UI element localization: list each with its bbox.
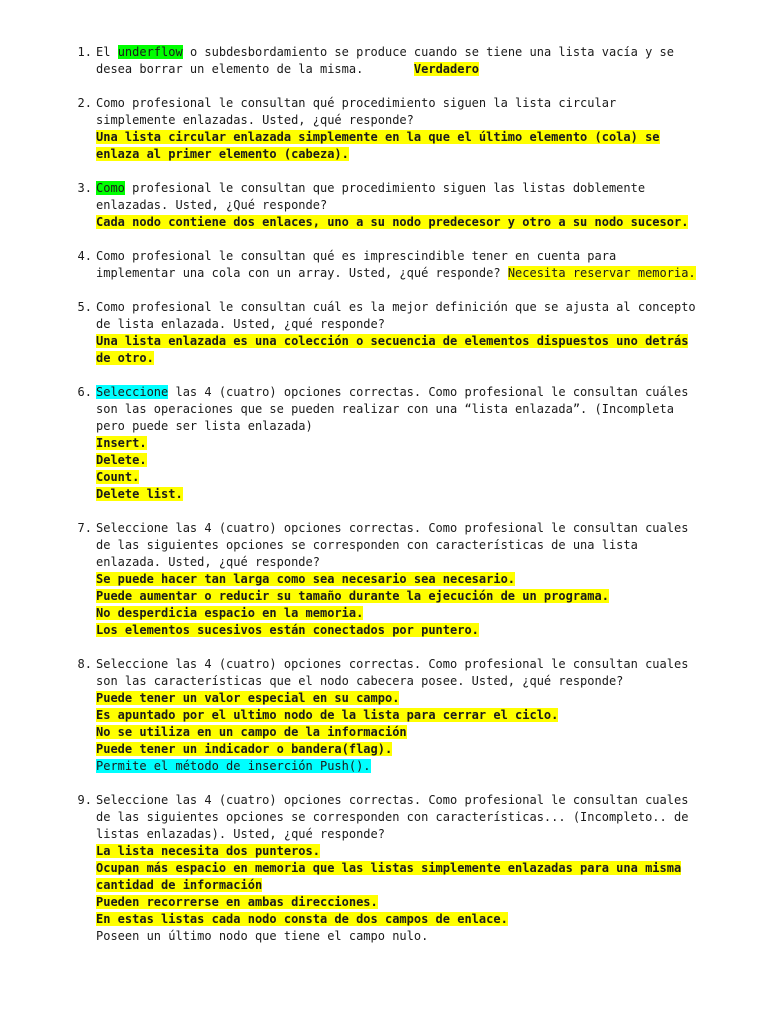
question-text: Seleccione las 4 (cuatro) opciones correctas. Como profesional le consultan cuáles [96,385,689,399]
answer-line [96,214,708,231]
question-6 [77,384,708,503]
question-text: Como profesional le consultan qué es imprescindible tener en cuenta para [96,249,617,263]
answer-highlight: Una lista circular enlazada simplemente en la que el último elemento (cola) se [96,130,660,144]
answer-highlight: Ocupan más espacio en memoria que las listas simplemente enlazadas para una misma [96,861,682,875]
answer-line [96,690,708,707]
answer-highlight: de otro. [96,351,154,365]
answer-line [96,724,708,741]
cyan-highlight: Seleccione [96,385,169,399]
question-number: 1. [77,45,92,59]
answer-line [96,622,708,639]
answer-highlight: La lista necesita dos punteros. [96,844,320,858]
question-text: desea borrar un elemento de la misma. Verdadero [96,62,479,76]
question-2 [77,95,708,163]
answer-line [96,877,708,894]
answer-highlight: No se utiliza en un campo de la información [96,725,407,739]
answer-line [96,707,708,724]
answer-line [96,741,708,758]
question-text: Seleccione las 4 (cuatro) opciones correctas. Como profesional le consultan cuales [96,657,689,671]
cyan-highlight: Permite el método de inserción Push(). [96,759,371,773]
answer-highlight: Se puede hacer tan larga como sea necesario sea necesario. [96,572,516,586]
question-text: simplemente enlazadas. Usted, ¿qué responde? [96,113,414,127]
question-text: listas enlazadas). Usted, ¿qué responde? [96,827,385,841]
answer-line [96,605,708,622]
question-number: 4. [77,249,92,263]
answer-highlight: Necesita reservar memoria. [507,266,696,280]
question-text: Como profesional le consultan cuál es la mejor definición que se ajusta al concepto [96,300,696,314]
question-text: Seleccione las 4 (cuatro) opciones correctas. Como profesional le consultan cuales [96,521,689,535]
question-text: Como profesional le consultan que procedimiento siguen las listas doblemente [96,181,646,195]
answer-line [96,333,708,350]
answer-highlight: Puede tener un indicador o bandera(flag). [96,742,393,756]
answer-line [96,435,708,452]
question-text: son las operaciones que se pueden realizar con una “lista enlazada”. (Incompleta [96,402,674,416]
question-3 [77,180,708,231]
question-7 [77,520,708,639]
answer-line [96,129,708,146]
question-number: 6. [77,385,92,399]
answer-line [96,146,708,163]
answer-line [96,350,708,367]
option-line [96,758,708,775]
question-text: implementar una cola con un array. Usted, ¿qué responde? Necesita reservar memoria. [96,266,696,280]
question-text: son las características que el nodo cabecera posee. Usted, ¿qué responde? [96,674,624,688]
question-text: de las siguientes opciones se corresponden con características... (Incompleto.. de [96,810,689,824]
answer-line [96,571,708,588]
question-text: enlazadas. Usted, ¿Qué responde? [96,198,328,212]
answer-highlight: Una lista enlazada es una colección o secuencia de elementos dispuestos uno detrás [96,334,689,348]
answer-line [96,843,708,860]
answer-highlight: Insert. [96,436,147,450]
green-highlight: Como [96,181,125,195]
question-text: de lista enlazada. Usted, ¿qué responde? [96,317,385,331]
question-9 [77,792,708,945]
answer-highlight: Cada nodo contiene dos enlaces, uno a su nodo predecesor y otro a su nodo sucesor. [96,215,689,229]
question-number: 7. [77,521,92,535]
question-text: enlazada. Usted, ¿qué responde? [96,555,320,569]
answer-highlight: En estas listas cada nodo consta de dos campos de enlace. [96,912,508,926]
answer-highlight: No desperdicia espacio en la memoria. [96,606,364,620]
question-number: 8. [77,657,92,671]
question-text: El underflow o subdesbordamiento se produce cuando se tiene una lista vacía y se [96,45,674,59]
question-number: 3. [77,181,92,195]
question-text: de las siguientes opciones se corresponden con características de una lista [96,538,638,552]
answer-line [96,894,708,911]
answer-highlight: Delete. [96,453,147,467]
answer-line [96,469,708,486]
answer-highlight: Delete list. [96,487,183,501]
question-4 [77,248,708,282]
answer-line [96,860,708,877]
green-highlight: underflow [117,45,183,59]
answer-line [96,452,708,469]
answer-line [96,588,708,605]
answer-line [96,911,708,928]
answer-highlight: enlaza al primer elemento (cabeza). [96,147,349,161]
question-1 [77,44,708,78]
question-text: Como profesional le consultan qué procedimiento siguen la lista circular [96,96,617,110]
option-line: Poseen un último nodo que tiene el campo nulo. [96,929,429,943]
question-text: pero puede ser lista enlazada) [96,419,313,433]
answer-highlight: cantidad de información [96,878,263,892]
answer-highlight: Puede aumentar o reducir su tamaño durante la ejecución de un programa. [96,589,609,603]
answer-line [96,486,708,503]
question-number: 9. [77,793,92,807]
question-5 [77,299,708,367]
question-8 [77,656,708,775]
question-number: 5. [77,300,92,314]
answer-highlight: Los elementos sucesivos están conectados por puntero. [96,623,479,637]
answer-highlight: Pueden recorrerse en ambas direcciones. [96,895,378,909]
question-number: 2. [77,96,92,110]
answer-highlight: Es apuntado por el ultimo nodo de la lista para cerrar el ciclo. [96,708,559,722]
answer-highlight: Verdadero [413,62,479,76]
answer-highlight: Puede tener un valor especial en su campo. [96,691,400,705]
answer-highlight: Count. [96,470,140,484]
question-text: Seleccione las 4 (cuatro) opciones correctas. Como profesional le consultan cuales [96,793,689,807]
